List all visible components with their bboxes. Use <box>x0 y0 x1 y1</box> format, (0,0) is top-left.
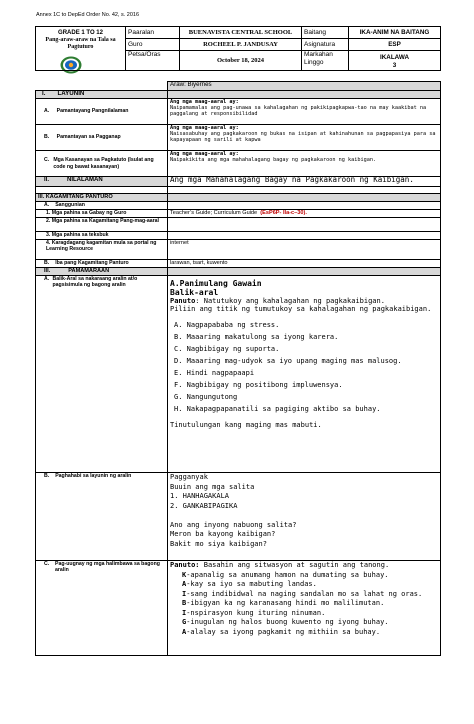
learner-material-pages-label: 2. Mga pahina sa Kagamitang Pang-mag-aaral <box>36 218 168 232</box>
lesson-table <box>35 81 441 656</box>
list-item: B-ibigyan ka ng karanasang hindi mo malilimutan. <box>182 599 385 607</box>
list-item: D. Maaaring mag-udyok sa iyo upang maging mas malusog. <box>174 357 402 365</box>
grade-title: GRADE 1 TO 12 <box>58 30 103 36</box>
review-subtitle: Balik-aral <box>170 288 219 297</box>
motivation-cell <box>168 473 441 561</box>
week-label: Linggo <box>304 59 324 66</box>
list-item: B. Maaaring makatulong sa iyong karera. <box>174 333 339 341</box>
competencies-title: Ang mga maag-aaral ay: <box>170 151 239 157</box>
list-item: K-apanalig sa anumang hamon na dumating sa buhay. <box>182 570 389 579</box>
grade-label: Baitang <box>302 27 349 39</box>
list-item: 2. GANKABIPAGIKA <box>170 501 238 510</box>
quarter-label-cell <box>302 51 349 71</box>
lr-portal-label: 4. Karagdagang kagamitan mula sa portal ng Learning Resource <box>36 240 168 260</box>
week-value: 3 <box>392 62 397 69</box>
content-heading: II. NILALAMAN <box>36 177 168 187</box>
review-label: A. Balik-Aral sa nakaraang aralin at/o pagsisimula ng bagong aralin <box>36 276 168 473</box>
competencies-label: C. Mga Kasanayan sa Pagkatuto (Isulat ang code ng bawat kasanayan) <box>36 151 168 177</box>
day-label: Araw: Biyernes <box>168 82 441 91</box>
review-directions: Piliin ang titik ng tumutukoy sa kahalagahan ng pagkakaibigan. <box>170 305 432 313</box>
performance-standard-cell <box>168 125 441 151</box>
list-item: G-inugulan ng halos buong kuwento ng iyong buhay. <box>182 618 389 626</box>
school-value: BUENAVISTA CENTRAL SCHOOL <box>180 27 302 39</box>
teacher-guide-pages-value: Teacher’s Guide; Curriculum Guide (EsP6P- IIa-c–30). <box>168 210 441 218</box>
list-item: 1. HANHAGAKALA <box>170 492 230 500</box>
list-item: E. Hindi nagpapaapi <box>174 369 255 377</box>
sec1-heading: I. LAYUNIN <box>36 91 168 99</box>
other-materials-value: larawan, tsart, kuwento <box>168 260 441 268</box>
review-cell <box>168 276 441 473</box>
list-item: A-alalay sa iyong pagkamit ng mithiin sa buhay. <box>182 627 381 636</box>
performance-standard-label: B. Pamantayan sa Pagganap <box>36 125 168 151</box>
grade-value: IKA-ANIM NA BAITANG <box>349 27 441 39</box>
school-label: Paaralan <box>126 27 180 39</box>
header-table <box>35 26 441 71</box>
competencies-body: Naipakikita ang mga mahahalagang bagay ng pagkakaroon ng kaibigan. <box>170 157 377 164</box>
textbook-pages-label: 3. Mga pahina sa teksbuk <box>36 232 168 240</box>
teacher-guide-pages-label: 1. Mga pahina sa Gabay ng Guro <box>36 210 168 218</box>
review-options-list <box>170 319 438 415</box>
content-value: Ang mga Mahahalagang Bagay na Pagkakaroon ng Kaibigan. <box>168 177 441 187</box>
content-standard-label: A. Pamantayang Pangnilalaman <box>36 99 168 125</box>
examples-cell <box>168 561 441 656</box>
review-closing: Tinutulungan kang maging mas mabuti. <box>170 421 322 429</box>
materials-heading: III. KAGAMITANG PANTURO <box>36 194 168 202</box>
performance-standard-title: Ang mga maag-aaral ay: <box>170 125 239 131</box>
quarter-value-cell <box>349 51 441 71</box>
review-instruction: Panuto: Natutukoy ang kahalagahan ng pagkakaibigan. <box>170 297 385 305</box>
list-item: C. Nagbibigay ng suporta. <box>174 345 280 353</box>
content-standard-cell <box>168 99 441 125</box>
examples-label: C. Pag-uugnay ng mga halimbawa sa bagong aralin <box>36 561 168 656</box>
list-item: A-kay sa iyo sa mabuting landas. <box>182 580 317 588</box>
doc-title-cell <box>36 27 126 71</box>
quarter-value: IKALAWA <box>379 54 410 61</box>
list-item: Pagganyak <box>170 473 208 481</box>
list-item: Bakit mo siya kaibigan? <box>170 539 267 548</box>
subject-value: ESP <box>349 39 441 51</box>
list-item: I-sang indibidwal na naging sandalan mo sa lahat ng oras. <box>182 589 423 598</box>
performance-standard-body: Naisasabuhay ang pagkakaroon ng bukas na isipan at kahinahunan sa pagpapasiya para sa kapayapaan ng sarili at kapwa <box>170 131 436 144</box>
list-item <box>170 511 438 521</box>
procedure-heading: III. PAMAMARAAN <box>36 268 168 276</box>
teacher-label: Guro <box>126 39 180 51</box>
doc-title: Pang-araw-araw na Tala sa Pagtuturo <box>45 37 116 50</box>
content-standard-body: Naipamamalas ang pag-unawa sa kahalagahan ng pakikipagkapwa-tao na may kaakibat na paggalang at responsibilidad <box>170 105 427 118</box>
date-label: Petsa/Oras <box>126 51 180 71</box>
competencies-cell <box>168 151 441 177</box>
list-item: Meron ba kayong kaibigan? <box>170 530 276 538</box>
list-item: G. Nangungutong <box>174 393 238 401</box>
list-item: Buuin ang mga salita <box>170 482 255 491</box>
quarter-label: Markahan <box>304 51 333 58</box>
list-item: H. Nakapagpapanatili sa pagiging aktibo sa buhay. <box>174 405 381 413</box>
subject-label: Asignatura <box>302 39 349 51</box>
references-label: A. Sanggunian <box>36 202 168 210</box>
other-materials-label: B. Iba pang Kagamitang Panturo <box>36 260 168 268</box>
content-standard-title: Ang mga maag-aaral ay: <box>170 99 239 105</box>
review-section-title: A.Panimulang Gawain <box>170 279 262 288</box>
teacher-value: ROCHEEL P. JANDUSAY <box>180 39 302 51</box>
lr-portal-value: internet <box>168 240 441 260</box>
examples-instruction: Panuto: Basahin ang sitwasyon at sagutin ang tanong. <box>170 561 390 569</box>
list-item: Ano ang inyong nabuong salita? <box>170 520 297 529</box>
date-value: October 18, 2024 <box>180 51 302 71</box>
annex-note: Annex 1C to DepEd Order No. 42, s. 2016 <box>36 12 140 18</box>
motivation-label: B. Paghahabi sa layunin ng aralin <box>36 473 168 561</box>
list-item: I-nspirasyon kung ituring ninuman. <box>182 608 326 617</box>
list-item: A. Nagpapababa ng stress. <box>174 321 280 329</box>
list-item: F. Nagbibigay ng positibong impluwensya. <box>174 381 343 389</box>
